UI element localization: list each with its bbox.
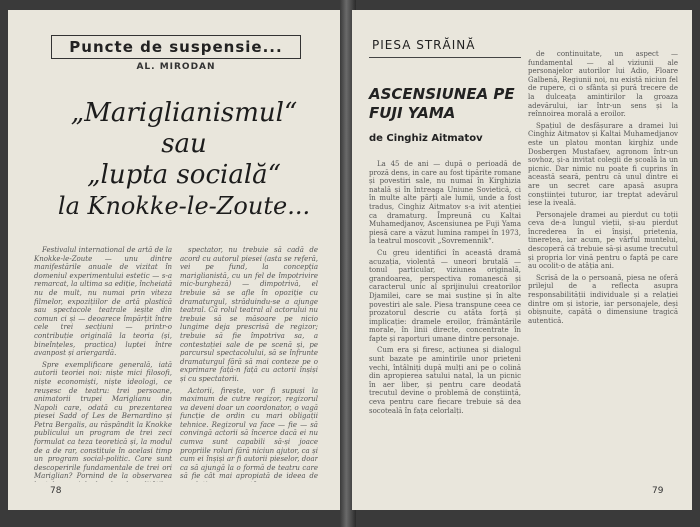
paragraph: Spre exemplificare generală, iată autorii teoriei noi: niște mici filosofi, niște economiști, niște ideologi, ce reușesc de teatru: trei persoane, animatorii trupei Mariglianu din Napoli care, odată cu prezentarea piesei Sadd of Les de Bernardino și Petra Bergalis, au răspândit la Knokke publicului un program de trei zeci formulat ca teza teoretică și, la modul de a de rar, constituie în acelasi timp un program social-politic. Care sunt descoperirile fundamentale de trei ori Mariglian? Pornind de la observarea [34,360,172,481]
right-column-2 [528,50,678,480]
page-number: 79 [652,486,664,496]
paragraph: de continuitate, un aspect — fundamental — al viziunii ale personajelor autorilor lui Adio, Floare Galbenă, Regiunii noi, nu există niciun fel de rupere, ci o sfânta și pură trecere de la dulceața amintirilor la groaza adevărului, iar într-un sens și la reînnoirea morală a eroilor. [528,50,678,119]
headline-line-1: „Mariglianismul“ [70,98,298,128]
series-title: Puncte de suspensie... [69,38,283,56]
paragraph: Cum era și firesc, acțiunea și dialogul sunt bazate pe amintirile unor prieteni vechi, întâlniți după mulți ani pe o colină din apropierea satului natal, la un picnic în aer liber, și pentru care deodată trecutul devine o problemă de conștiință, ceva pentru care fiecare trebuie să dea socoteală în fața celorlalți. [369,346,521,415]
paragraph: Personajele dramei au pierdut cu toții ceva de-a lungul vieții, și-au pierdut încrederea în ei înșiși, prietenia, tinerețea, iar acum, pe vârful muntelui, descoperă că trebuie să-și asume trecutul și propria lor vină pentru o faptă pe care au ocolit-o de atâția ani. [528,210,678,271]
paragraph: spectator, nu trebuie să cadă de acord cu autorul piesei (asta se referă, vei pe fund, la concepția mariglianistă, cu un fel de împotrivire mic-burgheză) — dimpotrivă, el trebuie să se afle în opoziție cu dramaturgul, străduindu-se a ajunge teatral. Că rolul teatral al actorului nu trebuie să se măsoare pe nicio lungime deja prescrisă de regizor; trebuie să fie împotriva sa, a contestației sale de pe scenă și, pe parcursul spectacolului, să se înfrunte dramaturgul fără să mai conteze pe o exprimare față-n față cu actorii înșiși și cu spectatorii. [180,246,318,383]
paragraph: La 45 de ani — după o perioadă de proză dens, in care au fost tipărite romane și povestiri sale, nu numai în Kirghizia natală și în întreaga Uniune Sovietică, ci în multe alte părți ale lumii, unde a fost tradus, Cinghiz Aitmatov s-a ivit atenției ca dramaturg. Împreună cu Kaltai Muhamedjanov, Ascensiunea pe Fuji Yama piesă care a văzut lumina rampei în 1973, la teatrul moscovit „Sovremennik“. [369,160,521,246]
article-byline: de Cinghiz Aitmatov [369,133,483,144]
headline-line-2: sau [161,129,207,159]
paragraph: Scrisă de la o persoană, piesa ne oferă prilejul de a reflecta asupra responsabilității individuale și a relației dintre om și istorie, iar personajele, deși obișnuite, capătă o dimensiune tragică autentică. [528,273,678,325]
headline-line-3: „lupta socială“ [87,160,281,190]
paragraph: Festivalul international de artă de la Knokke-le-Zoute — unu dintre manifestările anuale de vizitat în domeniul experimentului estetic — s-a remarcat, la ultima sa ediție, încheiată nu de mult, nu numai prin viteza filmelor, expozițiilor de artă plastică sau spectacole teatrale ieșite din comun ci și — deoarece împărțit între cele trei secțiuni — printr-o contribuție originală la teoria (și, bineînțeles, practica) luptei între avanpost și ariergardă. [34,246,172,358]
right-column-1 [369,160,521,482]
left-column-2 [180,246,318,482]
right-page [352,10,692,510]
headline-line-4: la Knokke-le-Zoute... [57,192,311,220]
paragraph: Cu greu identifici în această dramă acuzația, violentă — uneori brutală — tonul particular, viziunea originală, grandoarea, perspectiva romanescă și caracterul unic al sprijinului creatorilor Djamilei, care se mai susține și în alte povestiri ale sale. Piesa transpune ceea ce prozatorul descrie cu atâta forță și implicație: dramele eroilor, frământările morale, în linii directe, concentrate în fapte și raporturi umane dintre personaje. [369,248,521,343]
paragraph: Spațiul de desfășurare a dramei lui Cinghiz Aitmatov și Kaltai Muhamedjanov este un platou montan kirghiz unde Dosbergen Mustafaev, agronom într-un sovhoz, și-a invitat colegii de școală la un picnic. Dar nimic nu poate fi cuprins în această seară, pentru că unul dintre ei are un secret care apasă asupra conștiinței tuturor, iar treptat adevărul iese la iveală. [528,121,678,208]
section-rule [369,57,521,58]
article-title: ASCENSIUNEA PE FUJI YAMA [369,85,515,122]
section-title: PIESA STRĂINĂ [372,38,476,52]
series-title-box [51,35,301,59]
left-page [8,10,344,510]
page-number: 78 [50,486,62,496]
author-name: AL. MIRODAN [136,62,216,72]
paragraph: Actorii, firește, vor fi supuși la maximum de cutre regizor, regizorul va deveni doar un coordonator, o vagă funcție de ordin cu mari obligații tehnice. Regizorul va face — fie — să convingă actorii să încerce dacă ei nu cumva sunt capabili să-și joace propriile roluri fără niciun ajutor, ca și cum ei înșiși ar fi autorii pieselor, doar ca să ajungă la o formă de teatru care să fie cât mai apropiată de ideea de [180,386,318,481]
left-column-1 [34,246,172,482]
